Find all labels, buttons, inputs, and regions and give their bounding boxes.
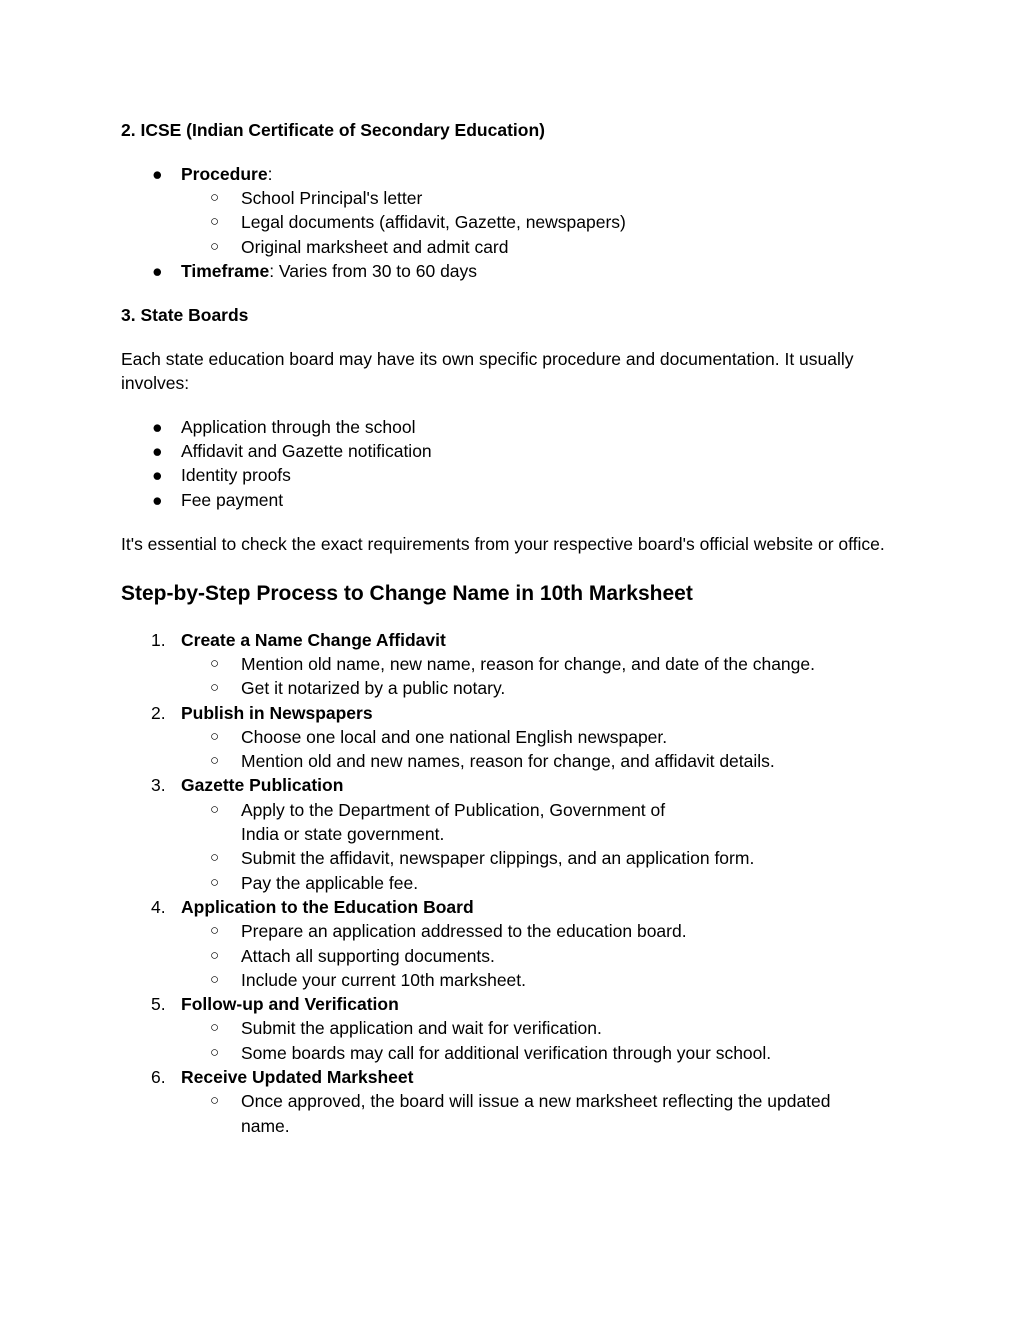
- step-title: Publish in Newspapers: [181, 702, 373, 723]
- sub-bullet-marker: ○: [210, 873, 220, 891]
- sub-bullet-marker: ○: [210, 922, 220, 940]
- bullet-marker: ●: [152, 465, 163, 486]
- sub-bullet-marker: ○: [210, 679, 220, 697]
- step-number: 5.: [151, 994, 166, 1015]
- step-subitem: [121, 1016, 901, 1040]
- sub-bullet-marker: ○: [210, 800, 220, 818]
- bullet-marker: ●: [152, 416, 163, 437]
- list-item: [121, 488, 901, 512]
- sub-bullet-marker: ○: [210, 752, 220, 770]
- step-subitem: [121, 944, 901, 968]
- step-item: [121, 1065, 901, 1089]
- step-number: 2.: [151, 702, 166, 723]
- step-number: 4.: [151, 896, 166, 917]
- sub-bullet-marker: ○: [210, 1092, 220, 1110]
- step-item: [121, 895, 901, 919]
- list-item-text: Submit the application and wait for verification.: [241, 1018, 602, 1039]
- list-item-text: Some boards may call for additional verification through your school.: [241, 1042, 772, 1063]
- step-subitem: [121, 871, 901, 895]
- list-item-text: Original marksheet and admit card: [241, 236, 509, 257]
- timeframe-text: : Varies from 30 to 60 days: [269, 260, 478, 281]
- list-item-text: Mention old name, new name, reason for change, and date of the change.: [241, 653, 815, 674]
- step-title: Receive Updated Marksheet: [181, 1067, 414, 1088]
- bullet-marker: ●: [152, 163, 163, 184]
- sub-bullet-marker: ○: [210, 849, 220, 867]
- list-item: [121, 463, 901, 487]
- list-item-text: Get it notarized by a public notary.: [241, 678, 506, 699]
- procedure-suffix: :: [267, 163, 273, 184]
- list-item-text: Once approved, the board will issue a new marksheet reflecting the updated name.: [241, 1091, 831, 1136]
- state-boards-heading: 3. State Boards: [121, 304, 249, 325]
- sub-bullet-marker: ○: [210, 213, 220, 231]
- step-title: Gazette Publication: [181, 775, 344, 796]
- step-subitem: [121, 846, 901, 870]
- step-subitem: [121, 676, 901, 700]
- icse-list: [121, 162, 901, 283]
- step-number: 1.: [151, 629, 166, 650]
- step-number: 3.: [151, 775, 166, 796]
- step-subitem: [121, 1041, 901, 1065]
- icse-heading: 2. ICSE (Indian Certificate of Secondary Education): [121, 120, 545, 140]
- list-item-text: Application through the school: [181, 416, 416, 437]
- step-title: Create a Name Change Affidavit: [181, 629, 446, 650]
- list-item-text: Submit the affidavit, newspaper clippings, and an application form.: [241, 848, 755, 869]
- icse-procedure-subitem: [121, 235, 901, 259]
- bullet-marker: ●: [152, 441, 163, 462]
- sub-bullet-marker: ○: [210, 237, 220, 255]
- list-item-text: Apply to the Department of Publication, Government of India or state government.: [241, 799, 666, 845]
- step-item: [121, 701, 901, 725]
- step-item: [121, 992, 901, 1016]
- list-item-text: Pay the applicable fee.: [241, 872, 419, 893]
- steps-list: [121, 628, 901, 1138]
- state-boards-intro: Each state education board may have its own specific procedure and documentation. It usually involves:: [121, 348, 854, 393]
- sub-bullet-marker: ○: [210, 1043, 220, 1061]
- list-item-text: Fee payment: [181, 489, 284, 510]
- bullet-marker: ●: [152, 260, 163, 281]
- step-subitem: [121, 968, 901, 992]
- list-item-text: School Principal's letter: [241, 187, 423, 208]
- list-item: [121, 439, 901, 463]
- step-subitem: [121, 1089, 881, 1138]
- list-item: [121, 415, 901, 439]
- step-item: [121, 628, 901, 652]
- list-item-text: Choose one local and one national English newspaper.: [241, 726, 668, 747]
- step-title: Follow-up and Verification: [181, 994, 399, 1015]
- icse-procedure-subitem: [121, 186, 901, 210]
- list-item-text: Legal documents (affidavit, Gazette, newspapers): [241, 212, 626, 233]
- procedure-label: Procedure: [181, 163, 268, 184]
- list-item-text: Prepare an application addressed to the education board.: [241, 921, 687, 942]
- icse-timeframe-item: [121, 259, 901, 283]
- sub-bullet-marker: ○: [210, 727, 220, 745]
- step-subitem: [121, 652, 901, 676]
- sub-bullet-marker: ○: [210, 970, 220, 988]
- step-title: Application to the Education Board: [181, 896, 474, 917]
- step-subitem: [121, 749, 901, 773]
- steps-heading: Step-by-Step Process to Change Name in 10th Marksheet: [121, 582, 693, 605]
- step-subitem: [121, 919, 901, 943]
- timeframe-label: Timeframe: [181, 260, 270, 281]
- state-boards-list: [121, 415, 901, 512]
- list-item-text: Identity proofs: [181, 465, 291, 486]
- list-item-text: Attach all supporting documents.: [241, 945, 495, 966]
- bullet-marker: ●: [152, 489, 163, 510]
- list-item-text: Affidavit and Gazette notification: [181, 441, 432, 462]
- step-subitem: [121, 798, 681, 847]
- step-number: 6.: [151, 1067, 166, 1088]
- list-item-text: Include your current 10th marksheet.: [241, 969, 527, 990]
- list-item-text: Mention old and new names, reason for change, and affidavit details.: [241, 751, 775, 772]
- sub-bullet-marker: ○: [210, 1019, 220, 1037]
- icse-procedure-item: [121, 162, 901, 186]
- icse-procedure-subitem: [121, 210, 901, 234]
- sub-bullet-marker: ○: [210, 188, 220, 206]
- state-boards-note: It's essential to check the exact requirements from your respective board's official website or office.: [121, 533, 885, 554]
- sub-bullet-marker: ○: [210, 946, 220, 964]
- document-page: [121, 118, 901, 1138]
- step-subitem: [121, 725, 901, 749]
- sub-bullet-marker: ○: [210, 654, 220, 672]
- step-item: [121, 773, 901, 797]
